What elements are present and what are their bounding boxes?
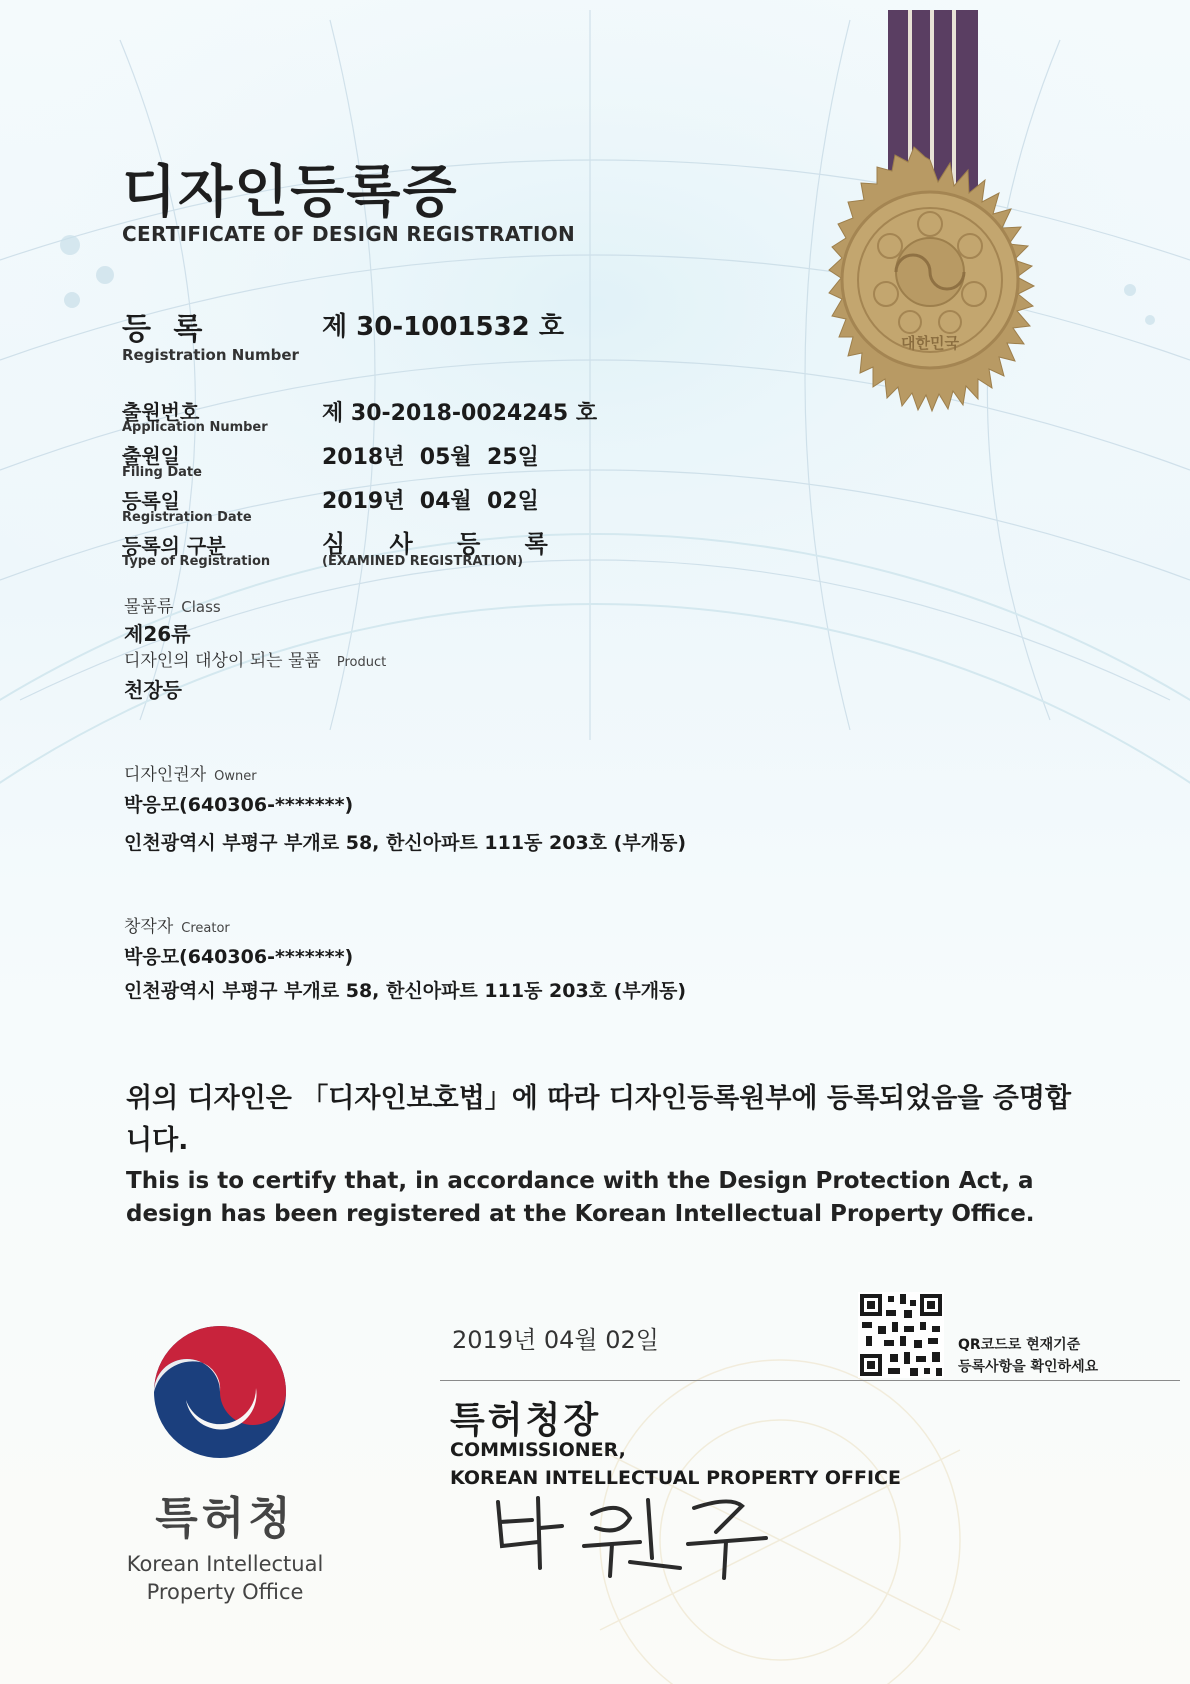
- registration-label-en: Registration Number: [122, 346, 299, 364]
- filing-date: 2018년 05월 25일: [322, 445, 539, 470]
- creator-address: 인천광역시 부평구 부개로 58, 한신아파트 111동 203호 (부개동): [124, 980, 687, 1002]
- registration-date-label-ko: 등록일: [122, 489, 180, 513]
- filing-label-ko: 출원일: [122, 444, 180, 468]
- commissioner-title-en: [450, 1436, 901, 1492]
- registration-date: 2019년 04월 02일: [322, 489, 539, 514]
- certificate-title-en: CERTIFICATE OF DESIGN REGISTRATION: [122, 222, 576, 246]
- qr-note: [958, 1334, 1098, 1378]
- footer-divider: [440, 1380, 1180, 1381]
- qr-note-line2: 등록사항을 확인하세요: [958, 1359, 1099, 1375]
- creator-name: 박응모(640306-*******): [124, 946, 354, 968]
- certificate-title-ko: 디자인등록증: [122, 160, 459, 225]
- registration-type-value: 심 사 등 록: [322, 530, 566, 558]
- product-value: 천장등: [124, 678, 182, 702]
- application-label-en: Application Number: [122, 420, 268, 435]
- commissioner-signature: [480, 1488, 780, 1584]
- registration-number: 제 30-1001532 호: [322, 312, 564, 342]
- class-label-en: Class: [181, 598, 221, 616]
- seal-text: 대한민국: [901, 334, 959, 352]
- kipo-logo-icon: [150, 1322, 290, 1462]
- owner-label-en: Owner: [214, 769, 257, 784]
- kipo-name-ko: 특허청: [155, 1493, 295, 1544]
- commissioner-title-en-line2: KOREAN INTELLECTUAL PROPERTY OFFICE: [450, 1467, 901, 1489]
- issue-date: 2019년 04월 02일: [452, 1326, 659, 1354]
- registration-type-value-en: (EXAMINED REGISTRATION): [322, 554, 524, 569]
- filing-label-en: Filing Date: [122, 465, 202, 480]
- registration-label-ko: 등 록: [122, 312, 209, 347]
- kipo-name-en-line1: Korean Intellectual: [126, 1552, 324, 1576]
- class-label-ko: 물품류: [124, 597, 174, 617]
- owner-label-ko: 디자인권자: [124, 765, 207, 785]
- owner-name: 박응모(640306-*******): [124, 794, 354, 816]
- owner-address: 인천광역시 부평구 부개로 58, 한신아파트 111동 203호 (부개동): [124, 832, 687, 854]
- application-label-ko: 출원번호: [122, 400, 200, 424]
- product-label: [124, 646, 386, 671]
- creator-label-en: Creator: [181, 921, 230, 936]
- product-label-ko: 디자인의 대상이 되는 물품: [124, 651, 321, 671]
- kipo-name-en-line2: Property Office: [146, 1580, 304, 1604]
- certification-statement-ko: 위의 디자인은 「디자인보호법」에 따라 디자인등록원부에 등록되었음을 증명합니다.: [126, 1083, 1072, 1156]
- creator-label: [124, 912, 230, 937]
- application-number: 제 30-2018-0024245 호: [322, 401, 598, 426]
- registration-date-label-en: Registration Date: [122, 510, 252, 525]
- commissioner-title-en-line1: COMMISSIONER,: [450, 1439, 626, 1461]
- gold-seal: [780, 10, 1080, 480]
- qr-code[interactable]: [858, 1292, 944, 1378]
- creator-label-ko: 창작자: [124, 917, 174, 937]
- commissioner-title-ko: 특허청장: [450, 1400, 602, 1441]
- class-label: [124, 592, 221, 617]
- owner-label: [124, 760, 257, 785]
- product-label-en: Product: [336, 655, 387, 670]
- qr-note-line1: QR코드로 현재기준: [958, 1337, 1081, 1353]
- registration-type-label-en: Type of Registration: [122, 554, 271, 569]
- class-value: 제26류: [124, 622, 191, 646]
- kipo-name-en: [110, 1550, 340, 1606]
- registration-type-label-ko: 등록의 구분: [122, 534, 226, 558]
- certification-statement-en: This is to certify that, in accordance with the Design Protection Act, a design has been registered at the Korean Intellectual Property Office.: [126, 1168, 1035, 1227]
